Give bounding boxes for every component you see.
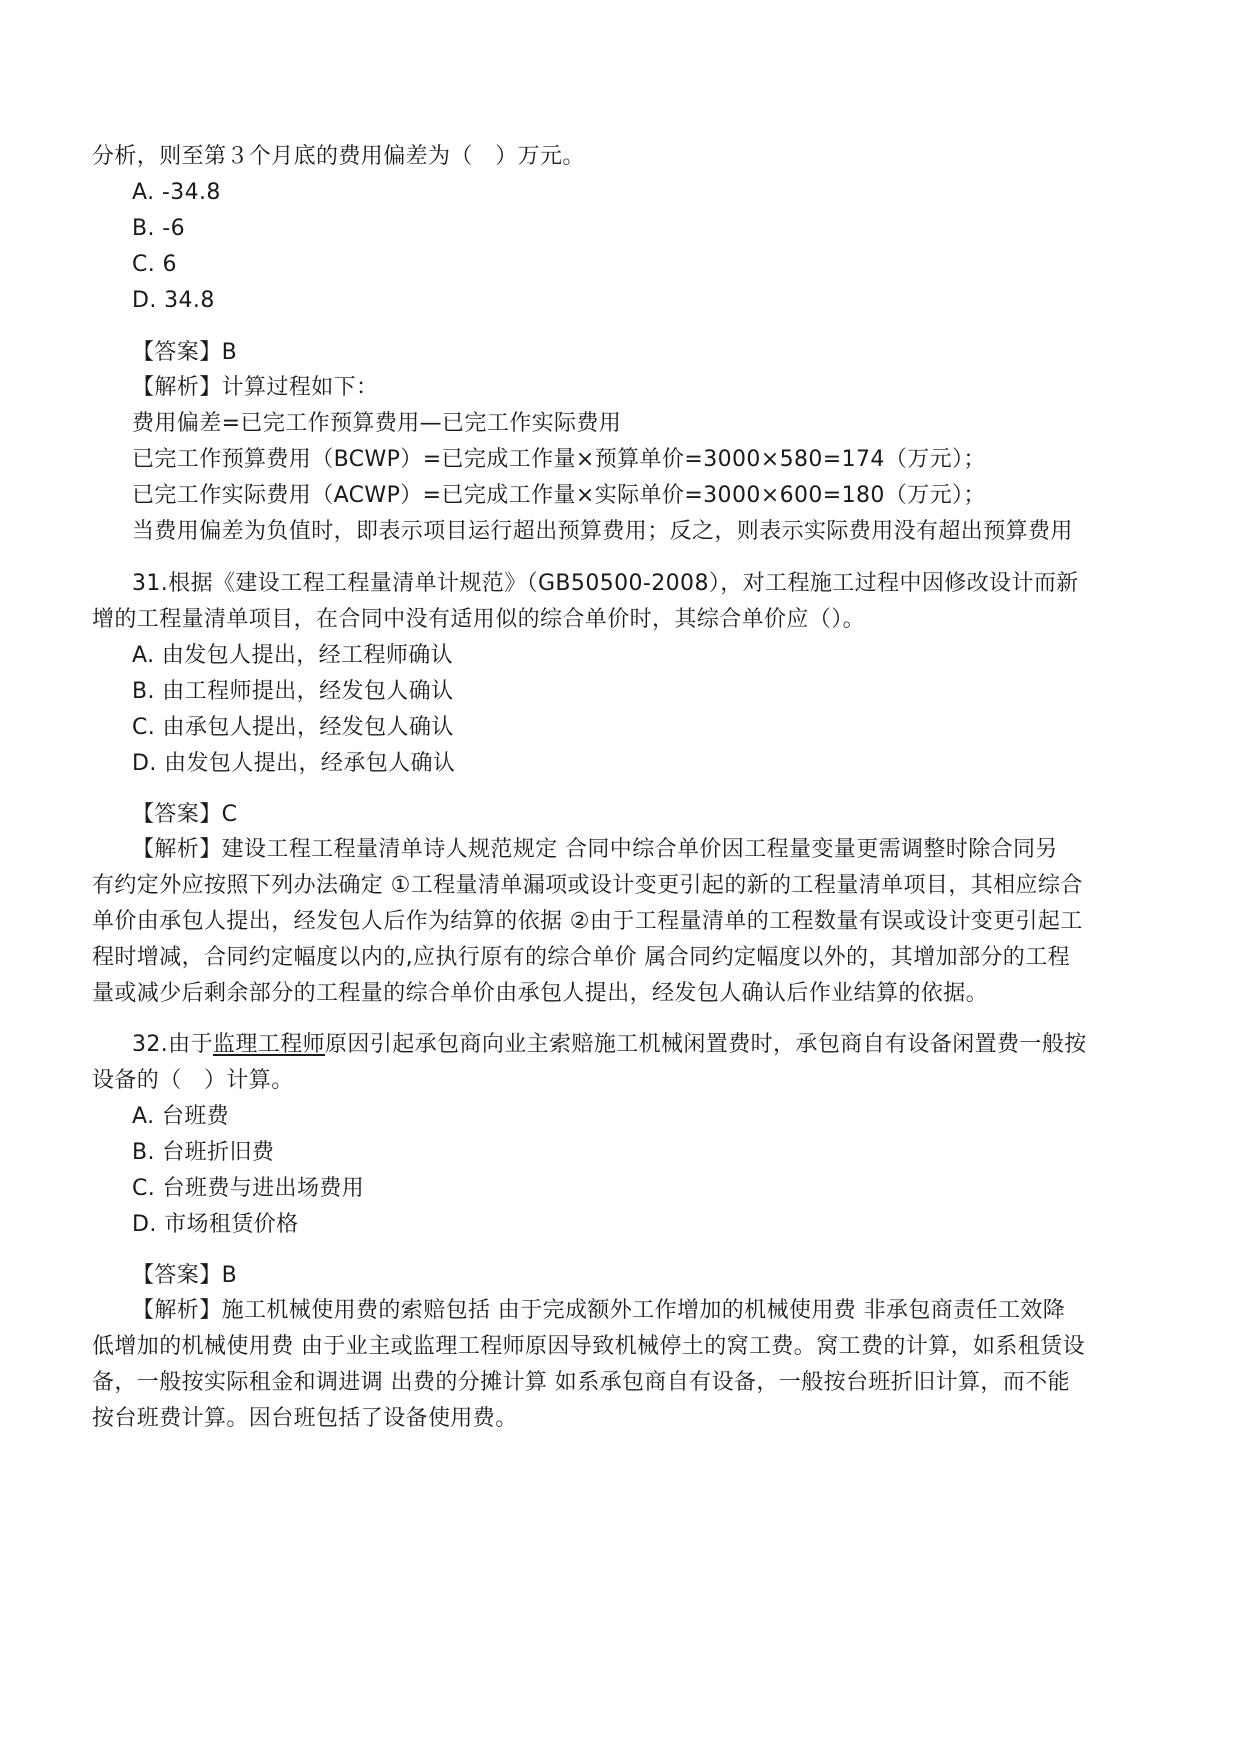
q31-stem: 31.根据《建设工程工程量清单计规范》（GB50500-2008），对工程施工过程中因修改设计而新 bbox=[132, 571, 1079, 596]
q30-option-c: C. 6 bbox=[132, 252, 177, 277]
q32-stem bbox=[132, 1030, 1087, 1060]
q32-analysis-line: 低增加的机械使用费 由于业主或监理工程师原因导致机械停土的窝工费。窝工费的计算，如系租赁设 bbox=[92, 1334, 1085, 1359]
q32-stem-prefix: 32.由于 bbox=[132, 1032, 213, 1057]
q32-analysis-line: 【解析】施工机械使用费的索赔包括 由于完成额外工作增加的机械使用费 非承包商责任工效降 bbox=[132, 1298, 1066, 1323]
q30-analysis-line: 费用偏差=已完工作预算费用—已完工作实际费用 bbox=[132, 411, 622, 436]
q32-analysis-line: 按台班费计算。因台班包括了设备使用费。 bbox=[92, 1406, 518, 1431]
q30-option-d: D. 34.8 bbox=[132, 288, 215, 313]
q30-answer: 【答案】B bbox=[132, 340, 238, 365]
q32-stem-rest: 原因引起承包商向业主索赔施工机械闲置费时，承包商自有设备闲置费一般按 bbox=[325, 1032, 1087, 1057]
q32-option-b: B. 台班折旧费 bbox=[132, 1140, 275, 1165]
q31-option-b: B. 由工程师提出，经发包人确认 bbox=[132, 679, 454, 704]
q32-option-a: A. 台班费 bbox=[132, 1104, 230, 1129]
q32-analysis-line: 备，一般按实际租金和调进调 出费的分摊计算 如系承包商自有设备，一般按台班折旧计算，而不能 bbox=[92, 1370, 1070, 1395]
q32-option-c: C. 台班费与进出场费用 bbox=[132, 1176, 365, 1201]
q31-option-c: C. 由承包人提出，经发包人确认 bbox=[132, 715, 454, 740]
q31-analysis-line: 量或减少后剩余部分的工程量的综合单价由承包人提出，经发包人确认后作业结算的依据。 bbox=[92, 981, 989, 1006]
q31-analysis-line: 程时增减，合同约定幅度以内的,应执行原有的综合单价 属合同约定幅度以外的，其增加部分的工程 bbox=[92, 945, 1070, 970]
q30-option-b: B. -6 bbox=[132, 216, 186, 241]
q30-analysis-line: 已完工作实际费用（ACWP）=已完成工作量×实际单价=3000×600=180（万元）； bbox=[132, 483, 986, 508]
q32-stem-underlined: 监理工程师 bbox=[213, 1032, 326, 1057]
q30-analysis-line: 【解析】计算过程如下： bbox=[132, 375, 379, 400]
q30-stem: 分析，则至第３个月底的费用偏差为（ ）万元。 bbox=[92, 144, 585, 169]
q32-answer: 【答案】B bbox=[132, 1263, 238, 1288]
q30-analysis-line: 当费用偏差为负值时，即表示项目运行超出预算费用；反之，则表示实际费用没有超出预算费用 bbox=[132, 519, 1073, 544]
q31-option-a: A. 由发包人提出，经工程师确认 bbox=[132, 643, 454, 668]
q32-option-d: D. 市场租赁价格 bbox=[132, 1212, 299, 1237]
q31-answer: 【答案】C bbox=[132, 802, 238, 827]
q31-analysis-line: 有约定外应按照下列办法确定 ①工程量清单漏项或设计变更引起的新的工程量清单项目，其相应综合 bbox=[92, 873, 1083, 898]
q31-analysis-line: 单价由承包人提出，经发包人后作为结算的依据 ②由于工程量清单的工程数量有误或设计变更引起工 bbox=[92, 909, 1083, 934]
q31-stem: 增的工程量清单项目，在合同中没有适用似的综合单价时，其综合单价应（）。 bbox=[92, 607, 866, 632]
q31-analysis-line: 【解析】建设工程工程量清单诗人规范规定 合同中综合单价因工程量变量更需调整时除合同另 bbox=[132, 837, 1058, 862]
q30-option-a: A. -34.8 bbox=[132, 180, 221, 205]
q32-stem-line2: 设备的（ ）计算。 bbox=[92, 1068, 294, 1093]
q30-analysis-line: 已完工作预算费用（BCWP）=已完成工作量×预算单价=3000×580=174（万元）； bbox=[132, 447, 986, 472]
q31-option-d: D. 由发包人提出，经承包人确认 bbox=[132, 751, 456, 776]
